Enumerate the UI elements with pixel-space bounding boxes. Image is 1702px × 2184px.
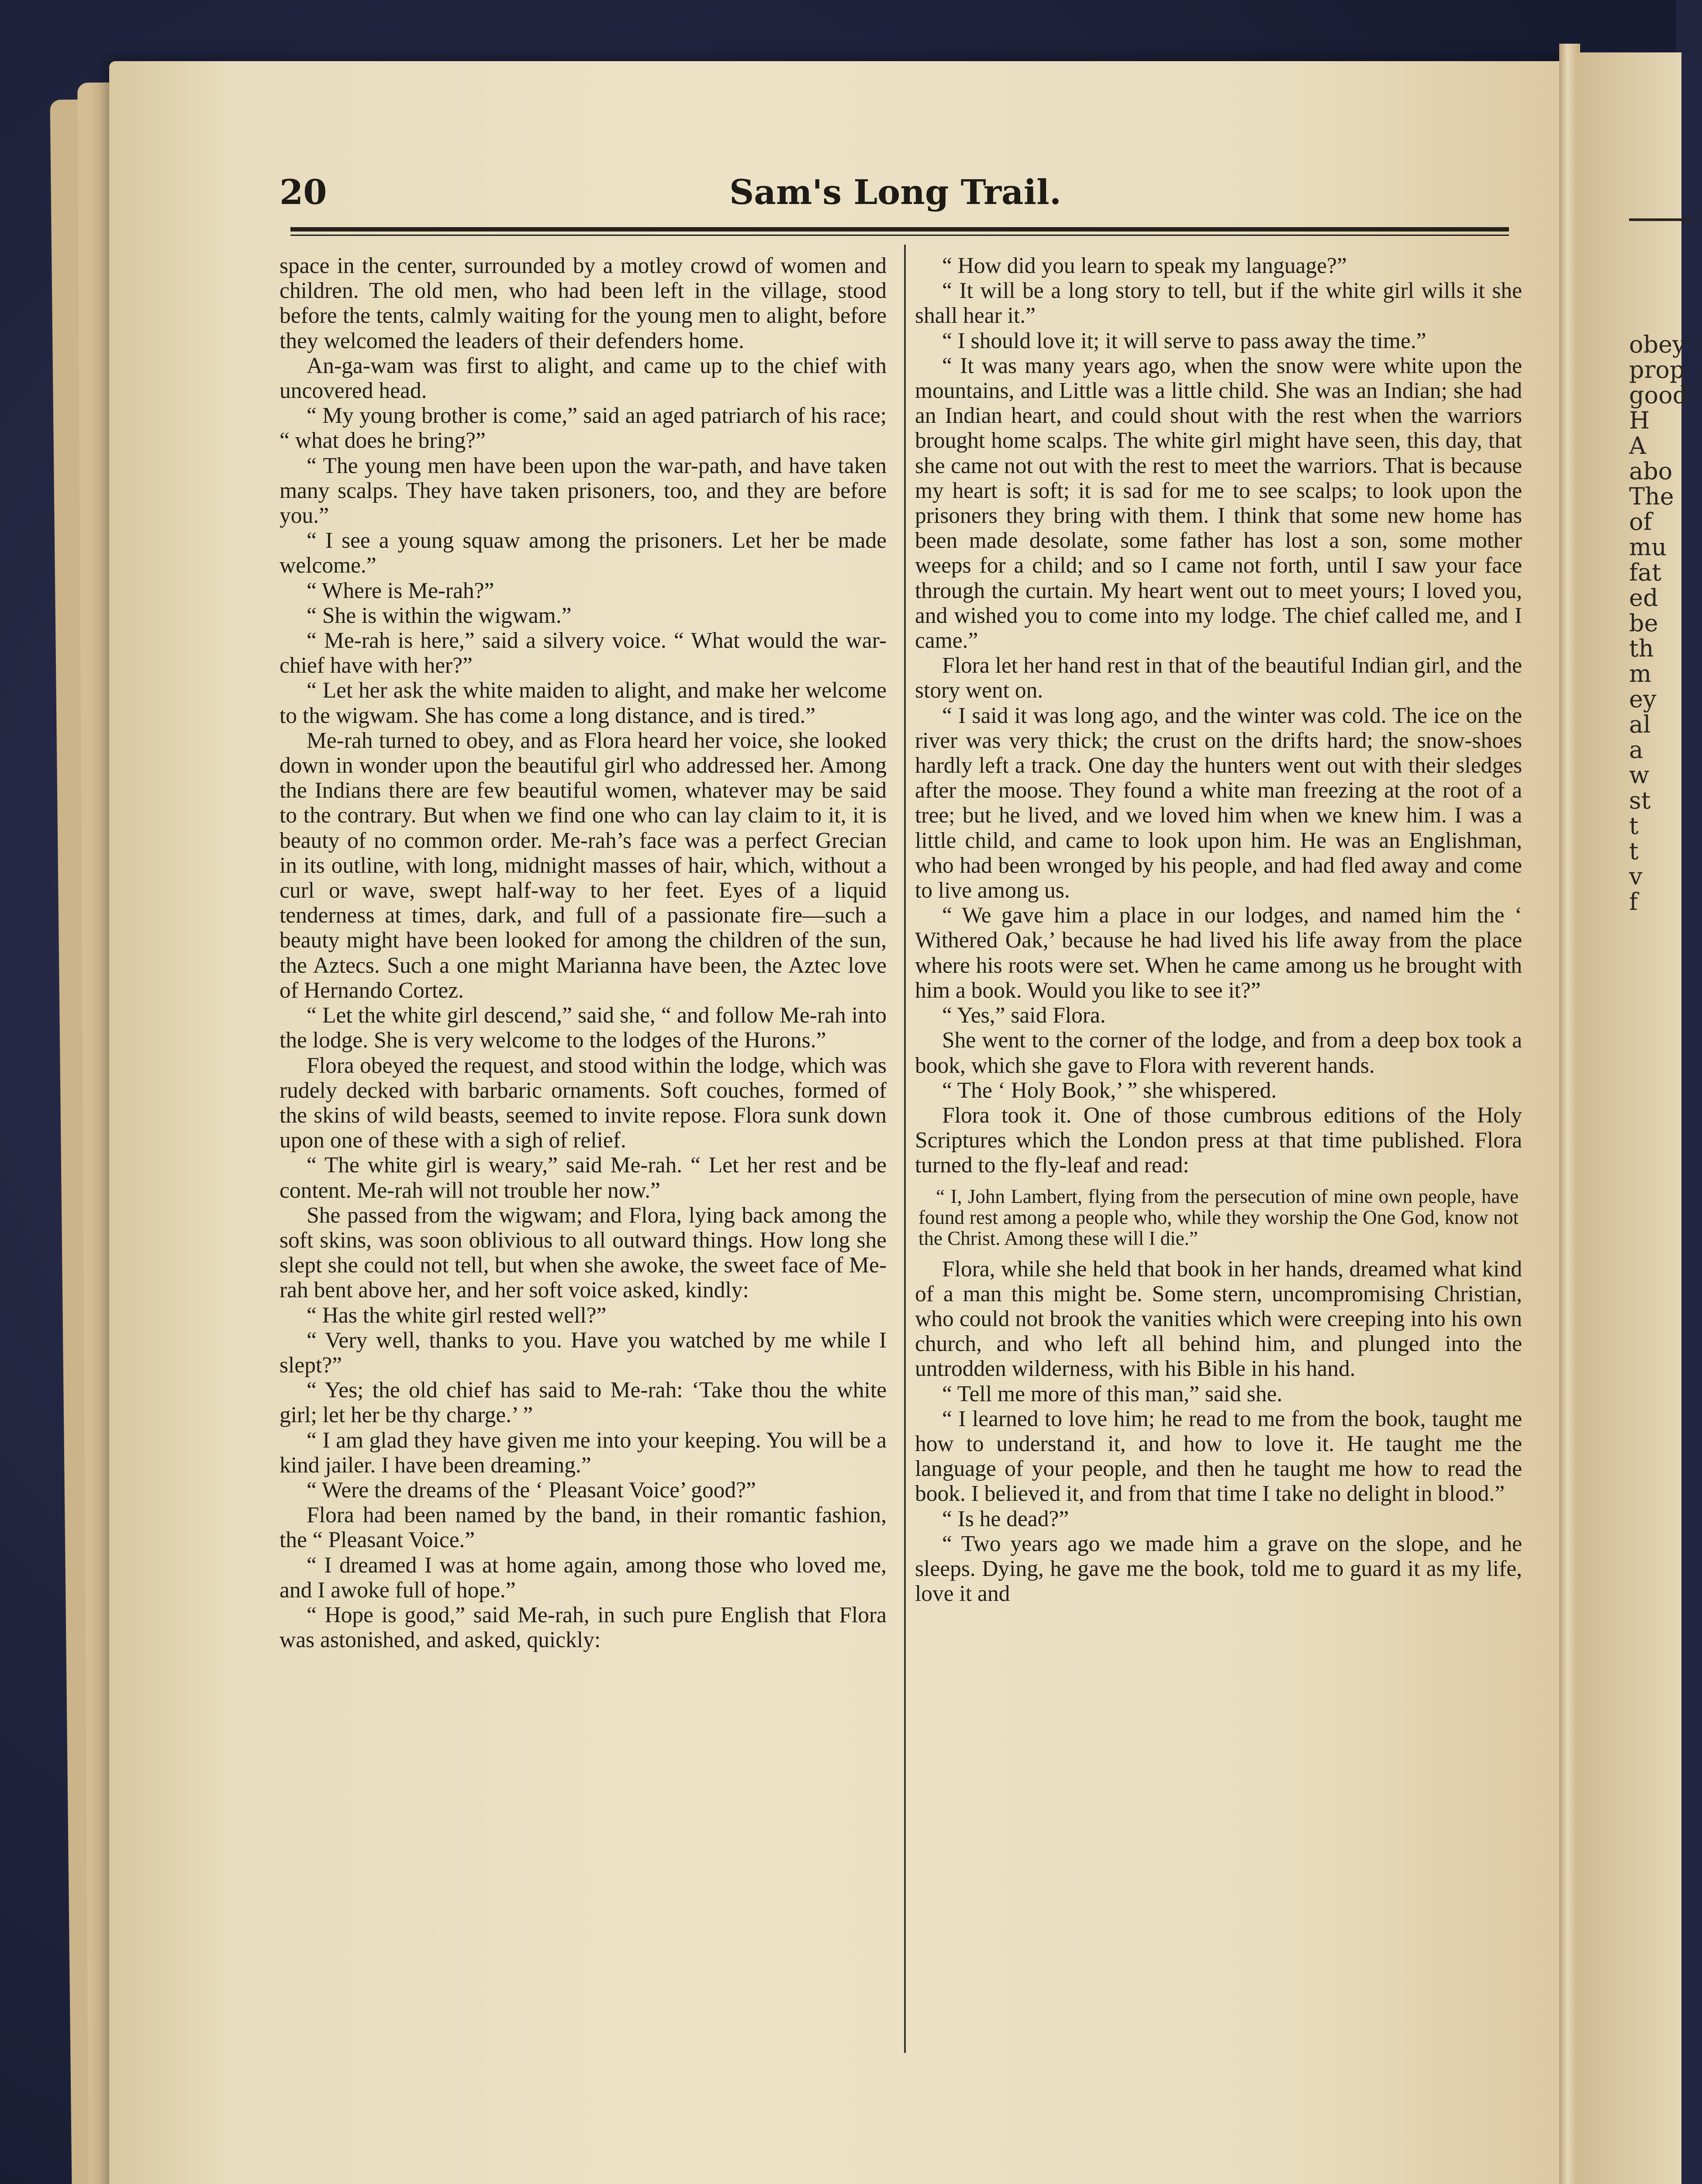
paragraph: “ Yes; the old chief has said to Me-rah: ‘Take thou the white girl; let her be thy charge.’ ” — [280, 1378, 887, 1428]
facing-page-line: be — [1629, 609, 1658, 637]
column-divider — [904, 245, 906, 2053]
paragraph: Flora obeyed the request, and stood within the lodge, which was rudely decked with barbaric ornaments. Soft couches, formed of the skins of wild beasts, seemed to invite repose. Flora sunk down upon one of these with a sigh of relief. — [280, 1053, 887, 1153]
facing-page-line: obey — [1629, 331, 1686, 358]
header-rule — [290, 235, 1509, 236]
paragraph: space in the center, surrounded by a motley crowd of women and children. The old men, who had been left in the village, stood before the tents, calmly waiting for the young men to alight, before they welcomed the leaders of their defenders home. — [280, 253, 887, 353]
header-rule — [290, 227, 1509, 232]
facing-page-line: The — [1629, 483, 1674, 510]
facing-page — [1577, 52, 1688, 2184]
facing-page-line: v — [1629, 863, 1643, 890]
paragraph: Me-rah turned to obey, and as Flora heard her voice, she looked down in wonder upon the beautiful girl who addressed her. Among the Indians there are few beautiful women, whatever may be said to the contrary. But when we find one who can lay claim to it, it is beauty of no common order. Me-rah’s face was a perfect Grecian in its outline, with long, midnight masses of hair, which, without a curl or wave, swept half-way to her feet. Eyes of a liquid tenderness at times, dark, and full of a passionate fire—such a beauty might have been looked for among the children of the sun, the Aztecs. Such a one might Marianna have been, the Aztec love of Hernando Cortez. — [280, 728, 887, 1003]
paragraph: “ How did you learn to speak my language?” — [942, 253, 1347, 278]
left-text-column — [280, 253, 887, 2079]
facing-page-line: good — [1629, 381, 1688, 409]
paragraph: “ It was many years ago, when the snow were white upon the mountains, and Little was a little child. She was an Indian; she had an Indian heart, and could shout with the rest when the warriors brought home scalps. The white girl might have seen, this day, that she came not out with the rest to meet the warriors. That is because my heart is soft; it is sad for me to see scalps; to look upon the prisoners they bring with them. I think that some new home has been made desolate, some father has lost a son, some mother weeps for a child; and so I came not forth, until I saw your face through the curtain. My heart went out to meet yours; I loved you, and wished you to come into my lodge. The chief called me, and I came.” — [915, 353, 1522, 653]
paragraph: “ Has the white girl rested well?” — [307, 1303, 607, 1328]
paragraph: “ It will be a long story to tell, but if the white girl wills it she shall hear it.” — [915, 278, 1522, 328]
paragraph: Flora took it. One of those cumbrous editions of the Holy Scriptures which the London press at that time published. Flora turned to the fly-leaf and read: — [915, 1102, 1522, 1178]
paragraph: “ I dreamed I was at home again, among those who loved me, and I awoke full of hope.” — [280, 1552, 887, 1603]
facing-page-line: w — [1629, 761, 1650, 789]
paragraph: “ I learned to love him; he read to me from the book, taught me how to understand it, and how to love it. He taught me the language of your people, and then he taught me how to read the book. I believed it, and from that time I take no delight in blood.” — [915, 1406, 1522, 1507]
facing-page-line: f — [1629, 888, 1638, 916]
right-text-column — [915, 253, 1522, 2079]
paragraph: “ I see a young squaw among the prisoners. Let her be made welcome.” — [280, 528, 887, 578]
paragraph: Flora let her hand rest in that of the beautiful Indian girl, and the story went on. — [915, 653, 1522, 703]
facing-page-line: mu — [1629, 533, 1667, 561]
paragraph: “ My young brother is come,” said an aged patriarch of his race; “ what does he bring?” — [280, 403, 887, 453]
facing-page-line: prop — [1629, 356, 1685, 384]
paragraph: “ Two years ago we made him a grave on the slope, and he sleeps. Dying, he gave me the book, told me to guard it as my life, love it and — [915, 1531, 1522, 1607]
paragraph: “ Hope is good,” said Me-rah, in such pure English that Flora was astonished, and asked, quickly: — [280, 1602, 887, 1653]
paragraph: “ I said it was long ago, and the winter was cold. The ice on the river was very thick; the crust on the drifts hard; the snow-shoes hardly left a track. One day the hunters went out with their sledges after the moose. They found a white man freezing at the root of a tree; but he lived, and we loved him when we knew him. I was a little child, and came to look upon him. He was an Englishman, who had been wronged by his people, and had fled away and come to live among us. — [915, 703, 1522, 903]
fly-leaf-quote: “ I, John Lambert, flying from the persecution of mine own people, have found rest among a people who, while they worship the One God, know not the Christ. Among these will I die.” — [918, 1185, 1519, 1249]
paragraph: “ Tell me more of this man,” said she. — [942, 1381, 1283, 1406]
paragraph: “ Were the dreams of the ‘ Pleasant Voice’ good?” — [307, 1477, 756, 1503]
facing-page-line: st — [1629, 787, 1651, 814]
running-title: Sam's Long Trail. — [729, 173, 1062, 212]
paragraph: “ Where is Me-rah?” — [307, 578, 494, 603]
facing-page-fragments — [1577, 332, 1688, 915]
paragraph: “ Let the white girl descend,” said she, “ and follow Me-rah into the lodge. She is very welcome to the lodges of the Hurons.” — [280, 1003, 887, 1053]
paragraph: “ Yes,” said Flora. — [942, 1003, 1106, 1028]
paragraph: “ The white girl is weary,” said Me-rah. “ Let her rest and be content. Me-rah will not trouble her now.” — [280, 1153, 887, 1203]
paragraph: “ We gave him a place in our lodges, and named him the ‘ Withered Oak,’ because he had lived his life away from the place where his roots were set. When he came among us he brought with him a book. Would you like to see it?” — [915, 903, 1522, 1003]
facing-page-line: fat — [1629, 559, 1661, 586]
paragraph: “ Very well, thanks to you. Have you watched by me while I slept?” — [280, 1327, 887, 1378]
facing-page-line: th — [1629, 635, 1654, 662]
paragraph: Flora had been named by the band, in their romantic fashion, the “ Pleasant Voice.” — [280, 1503, 887, 1553]
paragraph: “ The ‘ Holy Book,’ ” she whispered. — [942, 1078, 1277, 1103]
facing-page-line: a — [1629, 736, 1643, 764]
paragraph: “ Let her ask the white maiden to alight, and make her welcome to the wigwam. She has come a long distance, and is tired.” — [280, 678, 887, 728]
facing-page-line: m — [1629, 660, 1652, 688]
facing-page-line: al — [1629, 711, 1651, 738]
page-header — [280, 173, 1511, 221]
page-number: 20 — [280, 173, 327, 212]
facing-page-line: A — [1629, 432, 1646, 460]
facing-page-rule — [1629, 218, 1690, 221]
facing-page-line: t — [1629, 812, 1639, 840]
facing-page-line: t — [1629, 837, 1639, 865]
facing-page-line: ed — [1629, 584, 1658, 612]
paragraph: “ Is he dead?” — [942, 1506, 1069, 1531]
facing-page-line: abo — [1629, 457, 1673, 485]
paragraph: “ I am glad they have given me into your keeping. You will be a kind jailer. I have been dreaming.” — [280, 1427, 887, 1478]
paragraph: “ I should love it; it will serve to pass away the time.” — [942, 328, 1426, 353]
paragraph: “ She is within the wigwam.” — [307, 603, 572, 628]
paragraph: Flora, while she held that book in her hands, dreamed what kind of a man this might be. Some stern, uncompromising Christian, who could not brook the vanities which were creeping into his own church, and who left all behind him, and plunged into the untrodden wilderness, with his Bible in his hand. — [915, 1256, 1522, 1382]
paragraph: She went to the corner of the lodge, and from a deep box took a book, which she gave to Flora with reverent hands. — [915, 1028, 1522, 1078]
facing-page-line: of — [1629, 508, 1652, 536]
paragraph: An-ga-wam was first to alight, and came up to the chief with uncovered head. — [280, 353, 887, 404]
facing-page-line: H — [1629, 407, 1650, 434]
facing-page-line: ey — [1629, 685, 1657, 713]
paragraph: She passed from the wigwam; and Flora, lying back among the soft skins, was soon oblivious to all outward things. How long she slept she could not tell, but when she awoke, the sweet face of Me-rah bent above her, and her soft voice asked, kindly: — [280, 1203, 887, 1303]
paragraph: “ Me-rah is here,” said a silvery voice. “ What would the war-chief have with her?” — [280, 628, 887, 678]
paragraph: “ The young men have been upon the war-path, and have taken many scalps. They have taken prisoners, too, and they are before you.” — [280, 453, 887, 529]
